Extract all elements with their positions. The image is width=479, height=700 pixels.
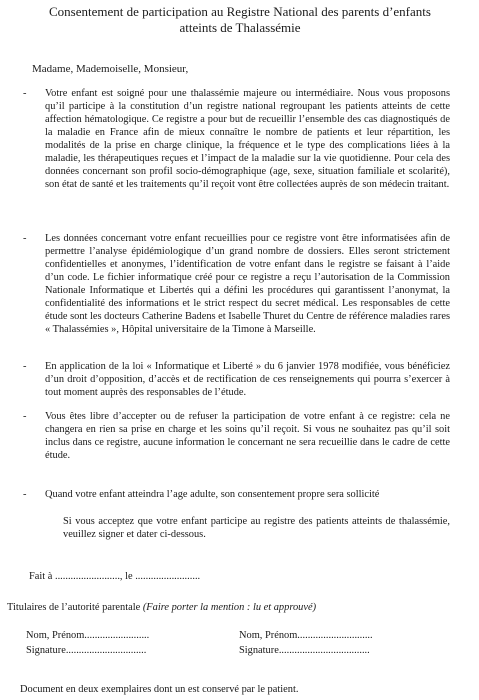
- paragraph-text: En application de la loi « Informatique et Liberté » du 6 janvier 1978 modifiée, vous bénéficiez d’un droit d’opposition, d’accès et de rectification de ces renseignements qui pourra s’exercer à tout moment auprès des responsables de l’étude.: [45, 361, 450, 398]
- guardian-2-name-field: Nom, Prénom.............................: [239, 630, 373, 641]
- paragraph-text: Votre enfant est soigné pour une thalassémie majeure ou intermédiaire. Nous vous proposons qu’il participe à la constitution d’un registre national regroupant les patients atteints de cette affection hématologique. Ce registre a pour but de recueillir l’ensemble des cas diagnostiqués de la maladie en France afin de mieux connaître le nombre de patients et leur répartition, les modalités de la prise en charge clinique, la fréquence et le type des complications liées à la maladie, les thérapeutiques reçues et l’impact de la maladie sur la vie quotidienne. Pour cela des données concernant son profil socio-démographique (age, sexe, situation familiale et scolarité), son état de santé et les traitements qu’il reçoit vont être collectées auprès de son médecin traitant.: [45, 88, 450, 190]
- paragraph-rights: [23, 360, 450, 399]
- paragraph-text: Vous êtes libre d’accepter ou de refuser la participation de votre enfant à ce registre: cela ne changera en rien sa prise en charge et les soins qu’il reçoit. Si vous ne souhaitez pas qu’il soit inclus dans ce registre, aucune information le concernant ne sera recueillie dans le cadre de cette étude.: [45, 411, 450, 461]
- paragraph-participation: [23, 87, 450, 191]
- title-line-2: atteints de Thalassémie: [179, 20, 301, 35]
- paragraph-text: Les données concernant votre enfant recueillies pour ce registre vont être informatisées afin de permettre l’analyse épidémiologique d’un grand nombre de dossiers. Elles seront strictement confidentielles et anonymes, l’identification de votre enfant dans le registre se faisant à l’aide d’un code. Le fichier informatique créé pour ce registre a reçu l’autorisation de la Commission Nationale Informatique et Libertés qui a défini les procédures qui garantissent l’anonymat, la confidentialité des informations et le strict respect du secret médical. Les responsables de cette étude sont les docteurs Catherine Badens et Isabelle Thuret du Centre de référence maladies rares « Thalassémies », Hôpital universitaire de la Timone à Marseille.: [45, 233, 450, 335]
- parental-authority-note: (Faire porter la mention : lu et approuvé): [142, 602, 317, 613]
- paragraph-adult-consent: [23, 488, 450, 501]
- footer-note: Document en deux exemplaires dont un est conservé par le patient.: [20, 684, 299, 695]
- closing-paragraph: Si vous acceptez que votre enfant participe au registre des patients atteints de thalassémie, veuillez signer et dater ci-dessous.: [63, 516, 450, 540]
- title-line-1: Consentement de participation au Registre National des parents d’enfants: [49, 4, 431, 19]
- bullet-dash: -: [23, 88, 27, 99]
- bullet-dash: -: [23, 489, 27, 500]
- parental-authority-line: [7, 601, 316, 614]
- guardian-2-signature-field: Signature...................................: [239, 645, 370, 656]
- paragraph-freedom: [23, 410, 450, 462]
- bullet-dash: -: [23, 233, 27, 244]
- guardian-1-name-field: Nom, Prénom.........................: [26, 630, 150, 641]
- bullet-dash: -: [23, 361, 27, 372]
- paragraph-text: Quand votre enfant atteindra l’age adulte, son consentement propre sera sollicité: [45, 489, 380, 500]
- salutation: Madame, Mademoiselle, Monsieur,: [32, 63, 189, 75]
- parental-authority-label: Titulaires de l’autorité parentale: [7, 602, 143, 613]
- bullet-dash: -: [23, 411, 27, 422]
- guardian-1-signature-field: Signature...............................: [26, 645, 147, 656]
- place-date-field: Fait à ........................., le .........................: [29, 571, 201, 582]
- document-title: [20, 4, 460, 36]
- paragraph-data-privacy: [23, 232, 450, 336]
